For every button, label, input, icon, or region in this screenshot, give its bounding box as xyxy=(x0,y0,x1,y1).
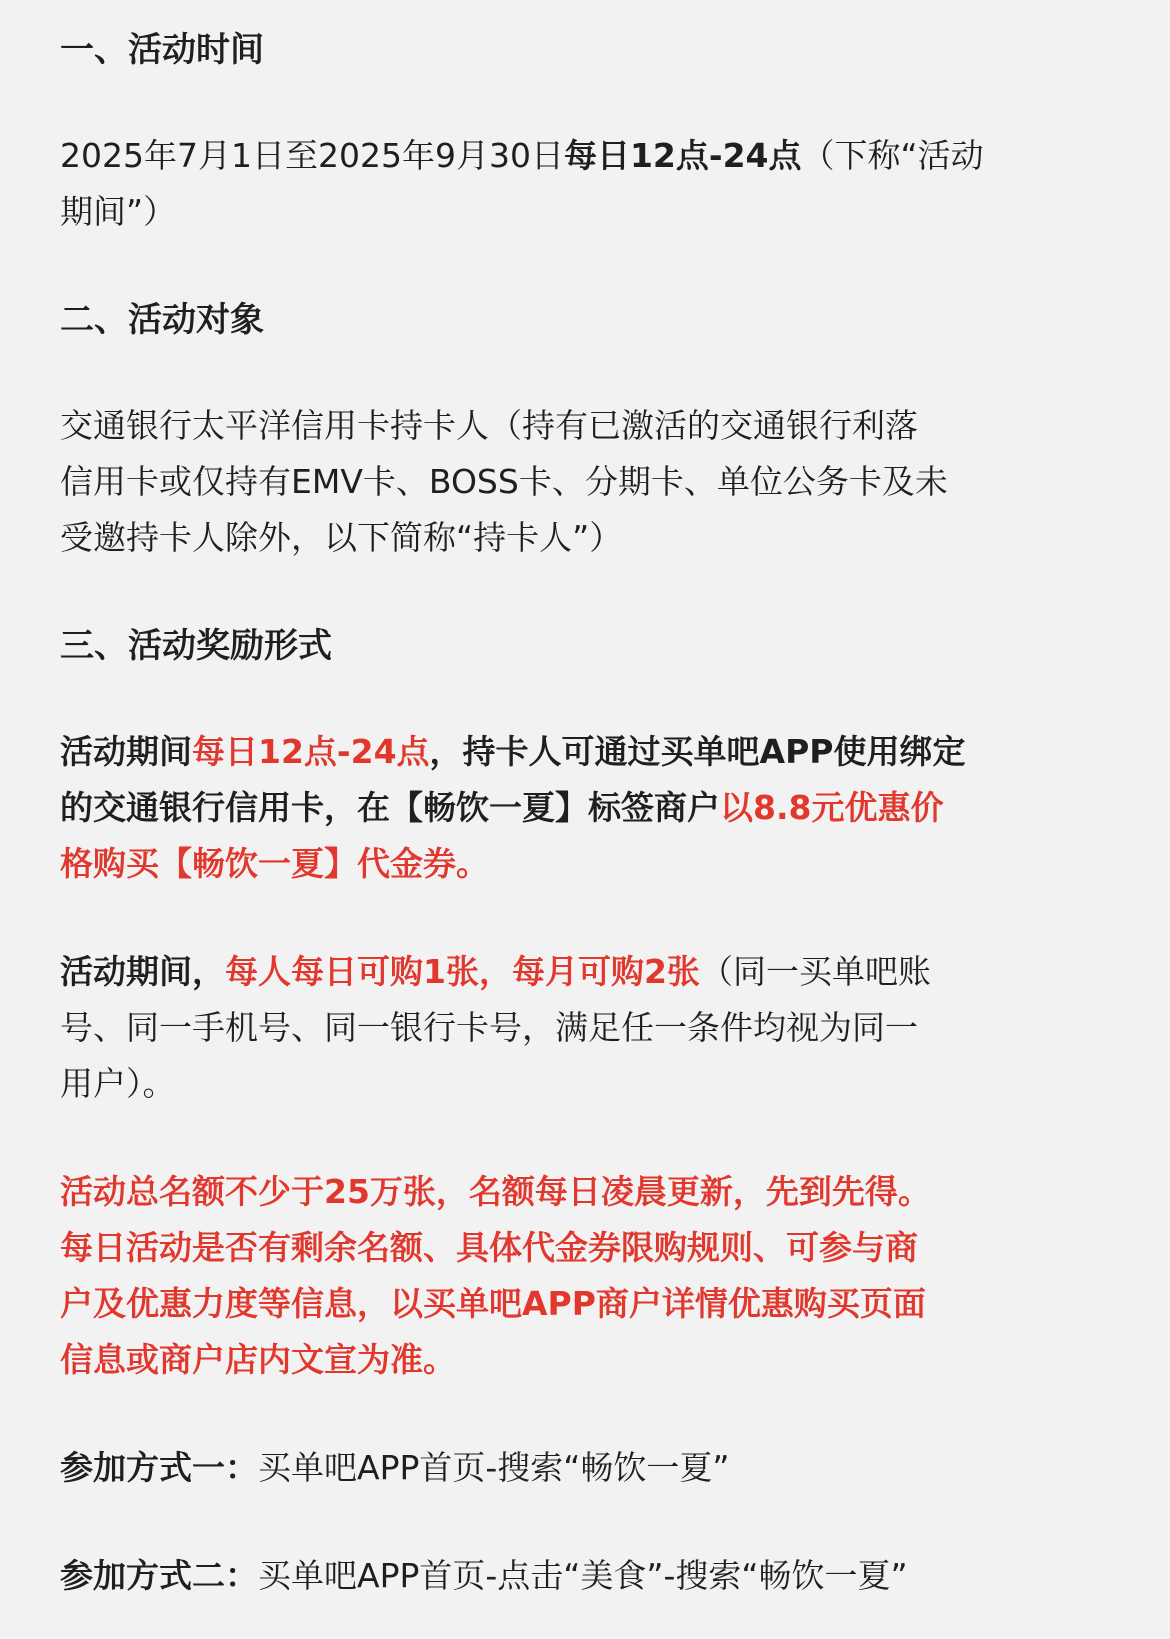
daily-hours-text: 每日12点-24点 xyxy=(563,136,802,175)
paragraph-line: 用户）。 xyxy=(60,1064,176,1103)
reward-paragraph-2 xyxy=(60,944,1112,1112)
paragraph-line: 信用卡或仅持有EMV卡、BOSS卡、分期卡、单位公务卡及未 xyxy=(60,462,948,501)
paragraph-line: 信息或商户店内文宣为准。 xyxy=(60,1340,456,1379)
activity-time-paragraph xyxy=(60,128,1112,240)
paragraph-line: 活动总名额不少于25万张，名额每日凌晨更新，先到先得。 xyxy=(60,1172,931,1211)
join-method-2 xyxy=(60,1548,1112,1604)
date-range-text: 2025年7月1日至2025年9月30日 xyxy=(60,136,564,175)
paragraph-line: 户及优惠力度等信息，以买单吧APP商户详情优惠购买页面 xyxy=(60,1284,926,1323)
method-label: 参加方式二： xyxy=(60,1556,258,1595)
quota-notice-paragraph xyxy=(60,1164,1112,1388)
join-method-1 xyxy=(60,1440,1112,1496)
paragraph-line: 受邀持卡人除外，以下简称“持卡人”） xyxy=(60,518,623,557)
paragraph-line: 活动期间，每人每日可购1张，每月可购2张（同一买单吧账 xyxy=(60,952,931,991)
method-text: 买单吧APP首页-搜索“畅饮一夏” xyxy=(258,1448,730,1487)
activity-target-paragraph xyxy=(60,398,1112,566)
paragraph-line: 活动期间每日12点-24点，持卡人可通过买单吧APP使用绑定 xyxy=(60,732,966,771)
section-heading-reward: 三、活动奖励形式 xyxy=(60,626,332,666)
section-heading-target: 二、活动对象 xyxy=(60,300,264,340)
purchase-limit-highlight: 每人每日可购1张，每月可购2张 xyxy=(225,952,700,991)
paragraph-line xyxy=(60,128,1112,184)
section-heading-time: 一、活动时间 xyxy=(60,30,264,70)
paragraph-line: 号、同一手机号、同一银行卡号，满足任一条件均视为同一 xyxy=(60,1008,918,1047)
daily-hours-highlight: 每日12点-24点 xyxy=(192,732,430,771)
paragraph-line: 每日活动是否有剩余名额、具体代金券限购规则、可参与商 xyxy=(60,1228,918,1267)
paragraph-line: 交通银行太平洋信用卡持卡人（持有已激活的交通银行利落 xyxy=(60,406,918,445)
method-text: 买单吧APP首页-点击“美食”-搜索“畅饮一夏” xyxy=(258,1556,908,1595)
paragraph-line: 格购买【畅饮一夏】代金券。 xyxy=(60,844,489,883)
paragraph-line: 的交通银行信用卡，在【畅饮一夏】标签商户以8.8元优惠价 xyxy=(60,788,944,827)
alias-text: （下称“活动 xyxy=(801,136,984,175)
paragraph-line: 期间”） xyxy=(60,192,177,231)
price-highlight: 以8.8元优惠价 xyxy=(720,788,944,827)
method-label: 参加方式一： xyxy=(60,1448,258,1487)
reward-paragraph-1 xyxy=(60,724,1112,892)
